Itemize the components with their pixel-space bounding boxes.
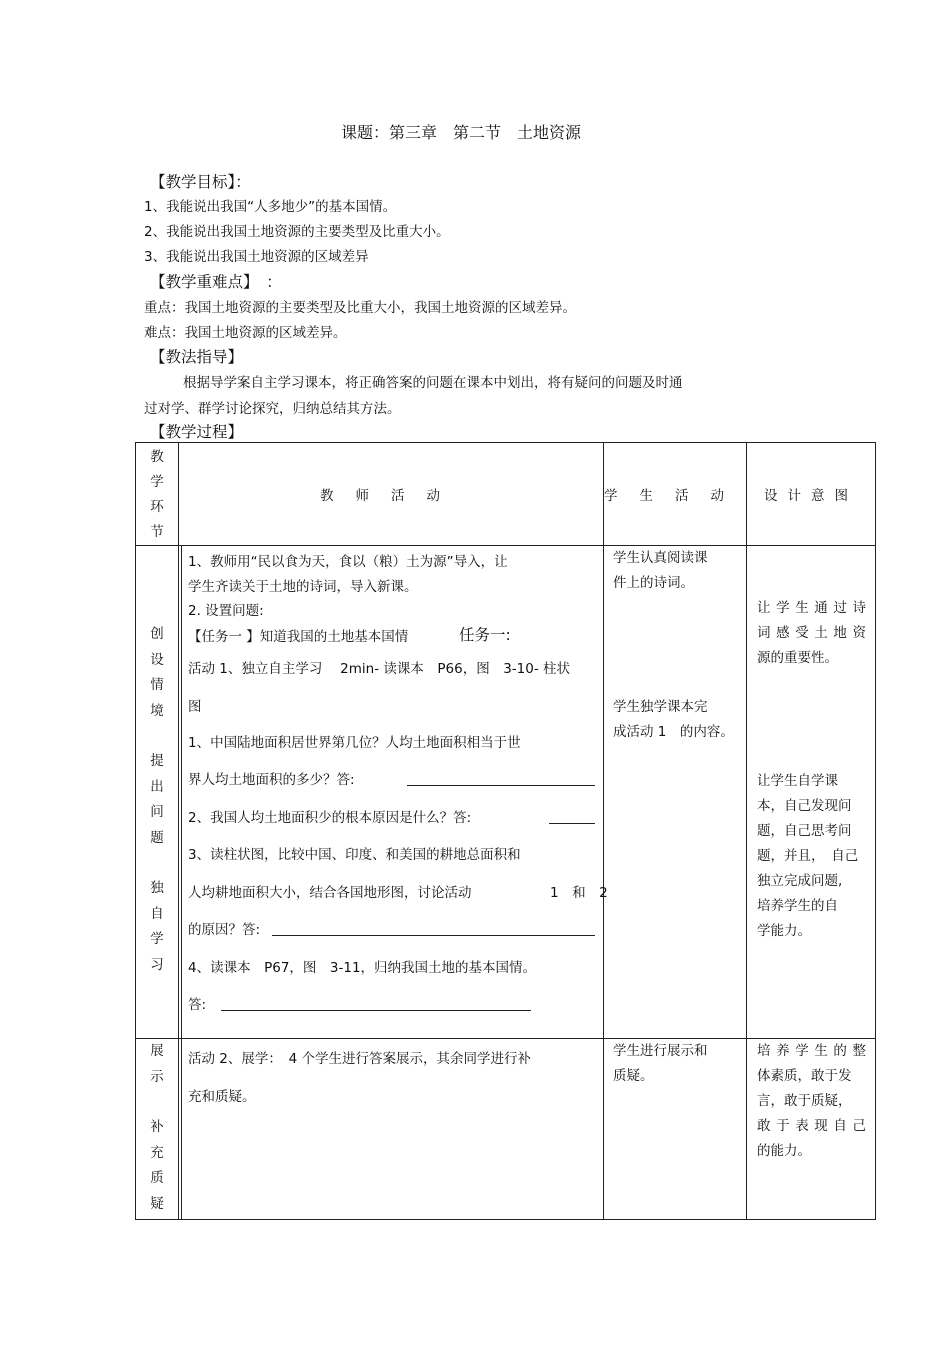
page-title: 课题：第三章 第二节 土地资源 [341, 123, 582, 142]
key-point-difficulty: 难点：我国土地资源的区域差异。 [144, 325, 347, 341]
objective-item: 1、我能说出我国“人多地少”的基本国情。 [144, 199, 397, 215]
table-header-row [136, 443, 876, 546]
method-text: 过对学、群学讨论探究，归纳总结其方法。 [144, 401, 401, 417]
answer-blank [272, 934, 595, 936]
teacher-activity-cell: 活动 2、展学： 4 个学生进行答案展示，其余同学进行补 充和质疑。 [179, 1039, 604, 1220]
objective-item: 3、我能说出我国土地资源的区域差异 [144, 249, 369, 265]
header-design-intent: 设计意图 [747, 443, 876, 546]
objectives-heading: 【教学目标】： [150, 173, 251, 191]
key-points-heading: 【教学重难点】 ： [150, 273, 282, 291]
answer-blank [221, 1009, 531, 1011]
answer-blank [549, 822, 595, 824]
answer-blank [407, 784, 595, 786]
teacher-activity-cell: 1、教师用“民以食为天，食以（粮）土为源”导入，让 学生齐读关于土地的诗词，导入新课。 2. 设置问题: 【任务一 】知道我国的土地基本国情 任务一: 活动 1、独立自主学习 2min- 读课本 P66，图 3-10- 柱状 图 1、中国陆地面积居世界第几位？人均土地面积相当于世 界人均土地面积的多少？答: 2、我国人均土地面积少的根本原因是什么？答: 3、读柱状图，比较中国、印度、和美国的耕地总面积和 人均耕地面积大小，结合各国地形图，讨论活动 1 和 2 的原因？答: 4、读课本 P67，图 3-11，归纳我国土地的基本国情。 答: [179, 546, 604, 1039]
table-row [136, 1039, 876, 1220]
method-heading: 【教法指导】 [150, 348, 244, 366]
design-intent-cell: 培养学生的整 体素质，敢于发 言，敢于质疑， 敢于表现自己 的能力。 [747, 1039, 876, 1220]
header-teacher-activity: 教师活动 [179, 443, 604, 546]
method-text: 根据导学案自主学习课本，将正确答案的问题在课本中划出，将有疑问的问题及时通 [183, 375, 683, 391]
stage-cell: 展 示 补 充 质 疑 [136, 1039, 179, 1220]
header-student-activity: 学生活动 [604, 443, 747, 546]
stage-cell: 创 设 情 境 提 出 问 题 独 自 学 习 [136, 546, 179, 1039]
table-row [136, 546, 876, 1039]
student-activity-cell: 学生认真阅读课 件上的诗词。 学生独学课本完 成活动 1 的内容。 [604, 546, 747, 1039]
header-stage: 教 学 环 节 [136, 443, 179, 546]
process-heading: 【教学过程】 [150, 423, 244, 441]
teaching-process-table [135, 442, 876, 1220]
design-intent-cell: 让学生通过诗 词感受土地资 源的重要性。 让学生自学课 本，自己发现问 题，自己思考问 题，并且， 自己 独立完成问题, 培养学生的自 学能力。 [747, 546, 876, 1039]
student-activity-cell: 学生进行展示和 质疑。 [604, 1039, 747, 1220]
objective-item: 2、我能说出我国土地资源的主要类型及比重大小。 [144, 224, 450, 240]
key-point-focus: 重点：我国土地资源的主要类型及比重大小，我国土地资源的区域差异。 [144, 300, 576, 316]
